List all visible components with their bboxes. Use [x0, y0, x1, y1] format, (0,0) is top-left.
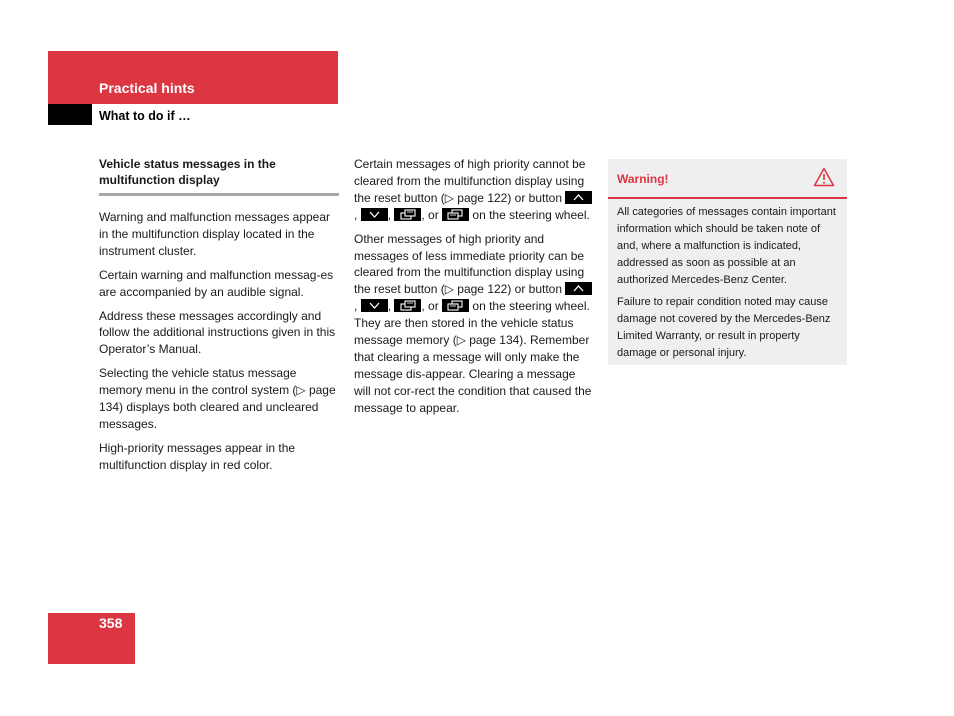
arrow-down-button-icon — [361, 208, 388, 221]
left-column — [99, 156, 339, 481]
paragraph: Other messages of high priority and messages of less immediate priority can be cleared from the multifunction display using the reset button (▷ page 122) or button , , , or on the steering wheel. They are then stored in the vehicle status message memory (▷ page 134). Remember that clearing a message will only make the message dis-appear. Clearing a message will not cor-rect the condition that caused the message to appear. — [354, 231, 592, 415]
warning-triangle-icon — [813, 167, 835, 192]
page-number: 358 — [99, 615, 123, 631]
page-forward-button-icon — [394, 208, 421, 221]
warning-paragraph: All categories of messages contain important information which should be taken note of and, where a malfunction is indicated, addressed as soon as possible at an authorized Mercedes-Benz Center. — [617, 206, 836, 286]
section-title: Practical hints — [99, 80, 195, 96]
arrow-up-button-icon — [565, 191, 592, 204]
warning-title: Warning! — [617, 172, 669, 186]
column-heading: Vehicle status messages in the multifunction display — [99, 157, 276, 187]
paragraph-text: on the steering wheel. They are then stored in the vehicle status message memory (▷ page 134). Remember that clearing a message will only make the message dis-appear. Clearing a message will not cor-rect the condition that caused the message to appear. — [354, 299, 592, 415]
paragraph-text: Other messages of high priority and messages of less immediate priority can be cleared from the multifunction display using the reset button (▷ page 122) or button — [354, 231, 585, 297]
header-band — [48, 51, 338, 104]
warning-box — [608, 159, 847, 365]
warning-header — [608, 159, 847, 199]
paragraph-text: Certain messages of high priority cannot be cleared from the multifunction display using the reset button (▷ page 122) or button — [354, 157, 586, 205]
paragraph: High-priority messages appear in the multifunction display in red color. — [99, 440, 296, 472]
paragraph: Certain warning and malfunction messag-es are accompanied by an audible signal. — [99, 267, 334, 299]
paragraph: Selecting the vehicle status message memory menu in the control system (▷ page 134) displays both cleared and uncleared messages. — [99, 366, 336, 431]
arrow-up-button-icon — [565, 282, 592, 295]
arrow-down-button-icon — [361, 299, 388, 312]
header-tab-marker — [48, 104, 92, 125]
page-back-button-icon — [442, 208, 469, 221]
warning-body — [608, 199, 847, 362]
subsection-title: What to do if … — [99, 109, 191, 123]
paragraph: Warning and malfunction messages appear in the multifunction display located in the instrument cluster. — [99, 210, 331, 258]
page-forward-button-icon — [394, 299, 421, 312]
paragraph: Certain messages of high priority cannot be cleared from the multifunction display using the reset button (▷ page 122) or button , , , or on the steering wheel. — [354, 156, 594, 224]
heading-rule — [99, 193, 339, 196]
paragraph: Address these messages accordingly and follow the additional instructions given in this Operator’s Manual. — [99, 308, 336, 357]
page-back-button-icon — [442, 299, 469, 312]
warning-paragraph: Failure to repair condition noted may cause damage not covered by the Mercedes-Benz Limited Warranty, or result in property damage or personal injury. — [617, 296, 831, 359]
paragraph-text: on the steering wheel. — [472, 207, 590, 222]
middle-column — [354, 156, 594, 424]
